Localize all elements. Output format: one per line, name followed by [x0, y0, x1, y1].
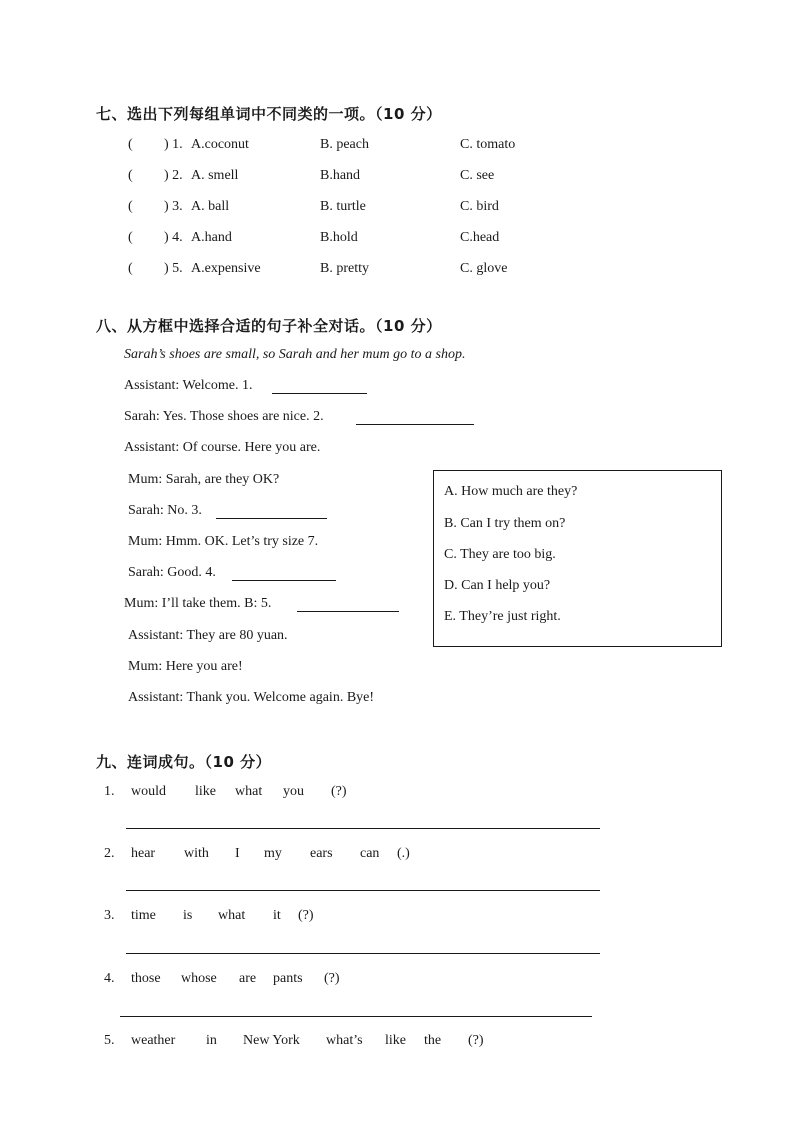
section-9-heading: 九、连词成句。（10 分）: [96, 753, 272, 771]
section-8-heading: 八、从方框中选择合适的句子补全对话。（10 分）: [96, 317, 442, 335]
word: (.): [397, 846, 410, 861]
option-a: A.coconut: [191, 137, 249, 152]
item-number: 1.: [104, 784, 115, 799]
option-c: C. They are too big.: [444, 547, 556, 562]
word: with: [184, 846, 209, 861]
item-number: ) 4.: [164, 230, 183, 245]
item-number: 2.: [104, 846, 115, 861]
answer-paren[interactable]: (: [128, 199, 133, 214]
word: my: [264, 846, 282, 861]
option-a: A.hand: [191, 230, 232, 245]
answer-blank-2[interactable]: [356, 424, 474, 425]
option-e: E. They’re just right.: [444, 609, 561, 624]
word: (?): [468, 1033, 484, 1048]
word: New York: [243, 1033, 300, 1048]
dialogue-intro: Sarah’s shoes are small, so Sarah and her mum go to a shop.: [124, 347, 466, 362]
answer-line-4[interactable]: [120, 1016, 592, 1017]
option-a: A. How much are they?: [444, 484, 578, 499]
word: what’s: [326, 1033, 363, 1048]
dialogue-line-7: Sarah: Good. 4.: [128, 565, 216, 580]
option-d: D. Can I help you?: [444, 578, 551, 593]
answer-line-1[interactable]: [126, 828, 600, 829]
answer-paren[interactable]: (: [128, 230, 133, 245]
item-number: ) 5.: [164, 261, 183, 276]
answer-blank-1[interactable]: [272, 393, 367, 394]
word: weather: [131, 1033, 176, 1048]
word: it: [273, 908, 281, 923]
dialogue-line-1: Assistant: Welcome. 1.: [124, 378, 253, 393]
dialogue-line-2: Sarah: Yes. Those shoes are nice. 2.: [124, 409, 324, 424]
answer-blank-3[interactable]: [216, 518, 327, 519]
word: are: [239, 971, 257, 986]
item-number: ) 2.: [164, 168, 183, 183]
word: (?): [298, 908, 314, 923]
word: like: [195, 784, 216, 799]
word: what: [218, 908, 246, 923]
item-number: 5.: [104, 1033, 115, 1048]
word: can: [360, 846, 380, 861]
word: is: [183, 908, 193, 923]
word: (?): [324, 971, 340, 986]
word: (?): [331, 784, 347, 799]
option-c: C. bird: [460, 199, 499, 214]
option-c: C. glove: [460, 261, 508, 276]
word: the: [424, 1033, 442, 1048]
options-box: [433, 470, 722, 647]
option-b: B.hold: [320, 230, 358, 245]
option-b: B. pretty: [320, 261, 369, 276]
option-b: B. turtle: [320, 199, 366, 214]
word: would: [131, 784, 166, 799]
option-a: A. smell: [191, 168, 239, 183]
answer-blank-5[interactable]: [297, 611, 399, 612]
option-c: C. tomato: [460, 137, 516, 152]
dialogue-line-10: Mum: Here you are!: [128, 659, 243, 674]
word: in: [206, 1033, 217, 1048]
item-number: ) 3.: [164, 199, 183, 214]
option-a: A. ball: [191, 199, 230, 214]
word: like: [385, 1033, 406, 1048]
dialogue-line-11: Assistant: Thank you. Welcome again. Bye!: [128, 690, 375, 705]
option-c: C.head: [460, 230, 500, 245]
answer-paren[interactable]: (: [128, 261, 133, 276]
word: time: [131, 908, 156, 923]
word: pants: [273, 971, 303, 986]
answer-line-3[interactable]: [126, 953, 600, 954]
option-b: B. Can I try them on?: [444, 516, 566, 531]
dialogue-line-9: Assistant: They are 80 yuan.: [128, 628, 288, 643]
dialogue-line-8: Mum: I’ll take them. B: 5.: [124, 596, 272, 611]
answer-line-2[interactable]: [126, 890, 600, 891]
word: ears: [310, 846, 333, 861]
item-number: 4.: [104, 971, 115, 986]
item-number: 3.: [104, 908, 115, 923]
option-c: C. see: [460, 168, 495, 183]
option-b: B.hand: [320, 168, 361, 183]
word: I: [235, 846, 240, 861]
word: you: [283, 784, 304, 799]
section-7-heading: 七、选出下列每组单词中不同类的一项。（10 分）: [96, 105, 442, 123]
answer-paren[interactable]: (: [128, 168, 133, 183]
word: those: [131, 971, 161, 986]
option-a: A.expensive: [191, 261, 261, 276]
item-number: ) 1.: [164, 137, 183, 152]
option-b: B. peach: [320, 137, 369, 152]
dialogue-line-6: Mum: Hmm. OK. Let’s try size 7.: [128, 534, 319, 549]
dialogue-line-4: Mum: Sarah, are they OK?: [128, 472, 280, 487]
dialogue-line-5: Sarah: No. 3.: [128, 503, 202, 518]
word: whose: [181, 971, 217, 986]
answer-paren[interactable]: (: [128, 137, 133, 152]
word: what: [235, 784, 263, 799]
word: hear: [131, 846, 156, 861]
answer-blank-4[interactable]: [232, 580, 336, 581]
dialogue-line-3: Assistant: Of course. Here you are.: [124, 440, 321, 455]
